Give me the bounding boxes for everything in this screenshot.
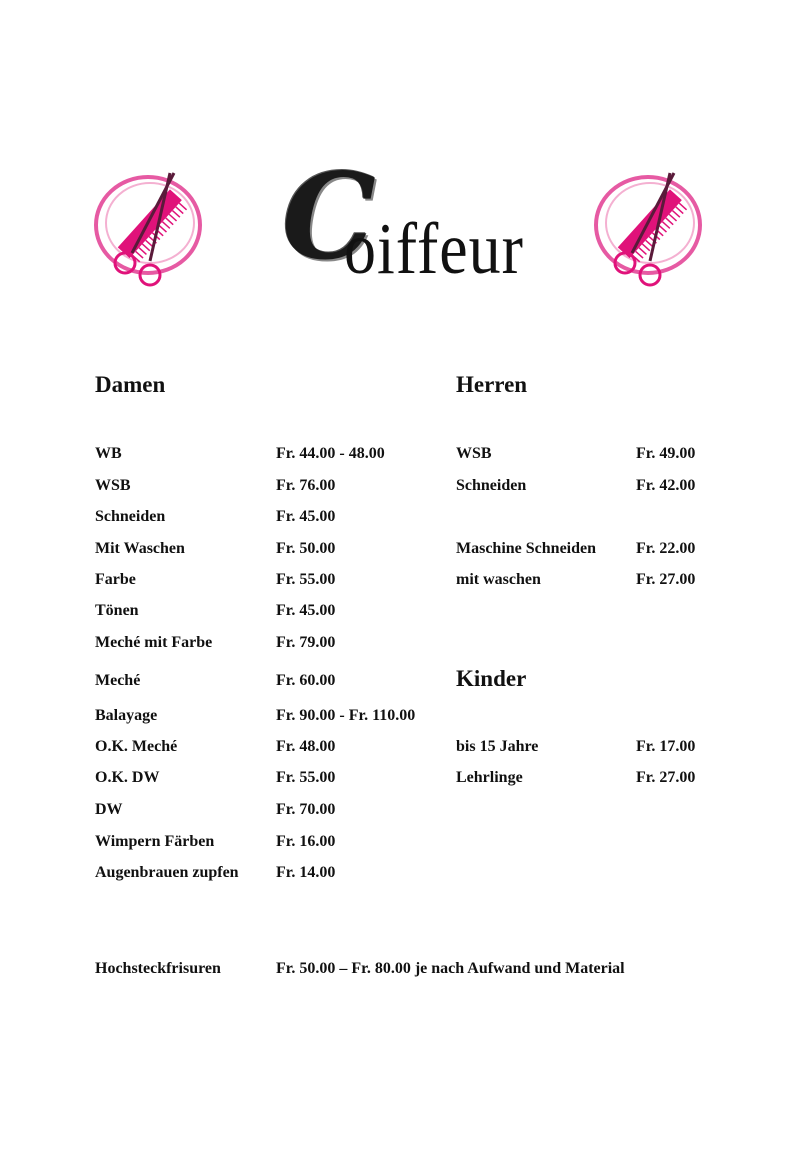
list-item-price: Fr. 45.00 <box>276 602 336 619</box>
scissors-comb-icon <box>592 163 708 293</box>
list-item-label: Tönen <box>95 602 139 619</box>
scissors-comb-icon <box>92 163 208 293</box>
list-item-label: O.K. Meché <box>95 738 178 755</box>
list-item-label: Farbe <box>95 571 136 588</box>
list-item-price: Fr. 55.00 <box>276 571 336 588</box>
title-rest: oiffeur <box>344 207 524 290</box>
list-item-price: Fr. 76.00 <box>276 477 336 494</box>
list-item-price: Fr. 50.00 <box>276 540 336 557</box>
list-item-label: Mit Waschen <box>95 540 185 557</box>
list-item-label: bis 15 Jahre <box>456 738 539 755</box>
title-initial: C <box>282 147 376 286</box>
damen-heading: Damen <box>95 372 166 397</box>
list-item-label: Wimpern Färben <box>95 833 215 850</box>
list-item-label: DW <box>95 801 123 818</box>
list-item-price: Fr. 45.00 <box>276 508 336 525</box>
list-item-price: Fr. 48.00 <box>276 738 336 755</box>
hochsteck-price: Fr. 50.00 – Fr. 80.00 je nach Aufwand und Material <box>276 960 625 977</box>
list-item-price: Fr. 90.00 - Fr. 110.00 <box>276 707 416 724</box>
list-item-label: Meché mit Farbe <box>95 634 213 651</box>
herren-heading: Herren <box>456 372 528 397</box>
list-item-label: WSB <box>456 445 492 462</box>
list-item-label: Balayage <box>95 707 158 724</box>
hochsteck-label: Hochsteckfrisuren <box>95 960 221 977</box>
list-item-price: Fr. 55.00 <box>276 769 336 786</box>
list-item-price: Fr. 17.00 <box>636 738 696 755</box>
list-item-label: Augenbrauen zupfen <box>95 864 239 881</box>
list-item-price: Fr. 14.00 <box>276 864 336 881</box>
list-item-price: Fr. 70.00 <box>276 801 336 818</box>
list-item-price: Fr. 27.00 <box>636 769 696 786</box>
list-item-label: Meché <box>95 672 141 689</box>
list-item-price: Fr. 49.00 <box>636 445 696 462</box>
kinder-heading: Kinder <box>456 666 527 691</box>
list-item-label: O.K. DW <box>95 769 160 786</box>
list-item-label: Schneiden <box>95 508 166 525</box>
list-item-label: Schneiden <box>456 477 527 494</box>
list-item-label: Maschine Schneiden <box>456 540 597 557</box>
list-item-price: Fr. 44.00 - 48.00 <box>276 445 385 462</box>
page-title <box>282 147 542 290</box>
list-item-label: mit waschen <box>456 571 541 588</box>
list-item-label: Lehrlinge <box>456 769 523 786</box>
list-item-price: Fr. 27.00 <box>636 571 696 588</box>
list-item-label: WSB <box>95 477 131 494</box>
list-item-price: Fr. 22.00 <box>636 540 696 557</box>
list-item-price: Fr. 16.00 <box>276 833 336 850</box>
list-item-label: WB <box>95 445 122 462</box>
list-item-price: Fr. 42.00 <box>636 477 696 494</box>
list-item-price: Fr. 60.00 <box>276 672 336 689</box>
list-item-price: Fr. 79.00 <box>276 634 336 651</box>
